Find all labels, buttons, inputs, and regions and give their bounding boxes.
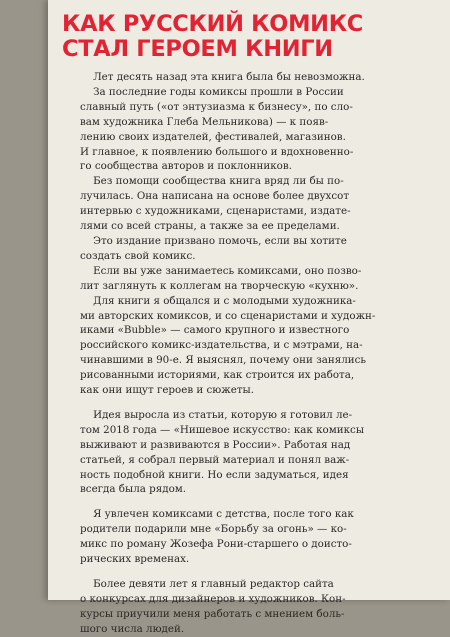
- text-line: статьей, я собрал первый материал и понял важ-: [80, 453, 350, 466]
- paragraph: [80, 264, 400, 294]
- text-line: ность подобной книги. Но если задуматься, идея: [80, 468, 349, 481]
- text-line: российского комикс-издательства, и с мэтрами, на-: [80, 339, 363, 352]
- paragraph: [80, 174, 400, 234]
- text-line: Для книги я общался и с молодыми художника-: [80, 294, 356, 307]
- text-line: Я увлечен комиксами с детства, после того как: [80, 508, 354, 521]
- chapter-heading: [62, 12, 392, 62]
- text-line: лению своих издателей, фестивалей, магазинов.: [80, 130, 346, 143]
- text-line: рисованными историями, как строится их работа,: [80, 369, 355, 382]
- text-line: о конкурсах для дизайнеров и художников. Кон-: [80, 592, 346, 605]
- text-line: лит заглянуть к коллегам на творческую «кухню».: [80, 279, 359, 292]
- text-line: создать свой комикс.: [80, 249, 196, 262]
- text-line: том 2018 года — «Нишевое искусство: как комиксы: [80, 423, 365, 436]
- text-line: курсы приучили меня работать с мнением боль-: [80, 607, 345, 620]
- text-line: родители подарили мне «Борьбу за огонь» — ко-: [80, 523, 347, 536]
- heading-line: КАК РУССКИЙ КОМИКС: [62, 11, 364, 37]
- text-line: чинавшими в 90-е. Я выяснял, почему они занялись: [80, 354, 367, 367]
- paragraph: [80, 85, 400, 174]
- paragraph: [80, 70, 400, 85]
- text-line: микс по роману Жозефа Рони-старшего о доисто-: [80, 538, 352, 551]
- text-line: Идея выросла из статьи, которую я готовил ле-: [80, 408, 353, 421]
- text-line: иками «Bubble» — самого крупного и известного: [80, 324, 350, 337]
- text-line: И главное, к появлению большого и вдохновенно-: [80, 145, 354, 158]
- paragraph: [80, 577, 400, 637]
- text-line: всегда была рядом.: [80, 483, 187, 496]
- text-line: лями со всей страны, а также за ее пределами.: [80, 220, 340, 233]
- text-line: славный путь («от энтузиазма к бизнесу», по сло-: [80, 100, 353, 113]
- text-line: Более девяти лет я главный редактор сайта: [80, 578, 334, 590]
- heading-line: СТАЛ ГЕРОЕМ КНИГИ: [62, 36, 333, 62]
- paragraph: [80, 507, 400, 567]
- text-line: Это издание призвано помочь, если вы хотите: [80, 234, 347, 247]
- text-line: Без помощи сообщества книга вряд ли бы по-: [80, 175, 344, 188]
- text-line: Если вы уже занимаетесь комиксами, оно позво-: [80, 264, 362, 277]
- body-text: [80, 70, 400, 637]
- paragraph: [80, 294, 400, 398]
- text-line: рических временах.: [80, 553, 190, 566]
- paragraph: [80, 408, 400, 497]
- text-line: лучилась. Она написана на основе более двухсот: [80, 190, 350, 203]
- text-line: За последние годы комиксы прошли в России: [80, 85, 344, 98]
- text-line: вам художника Глеба Мельникова) — к появ-: [80, 115, 329, 128]
- text-line: ми авторских комиксов, и со сценаристами и художн-: [80, 309, 376, 322]
- text-line: выживают и развиваются в России». Работая над: [80, 438, 351, 451]
- text-line: Лет десять назад эта книга была бы невозможна.: [80, 71, 365, 83]
- paragraph: [80, 234, 400, 264]
- text-line: го сообщества авторов и поклонников.: [80, 160, 292, 173]
- text-line: шого числа людей.: [80, 622, 185, 635]
- text-line: как они ищут героев и сюжеты.: [80, 384, 254, 397]
- text-line: интервью с художниками, сценаристами, издате-: [80, 205, 351, 218]
